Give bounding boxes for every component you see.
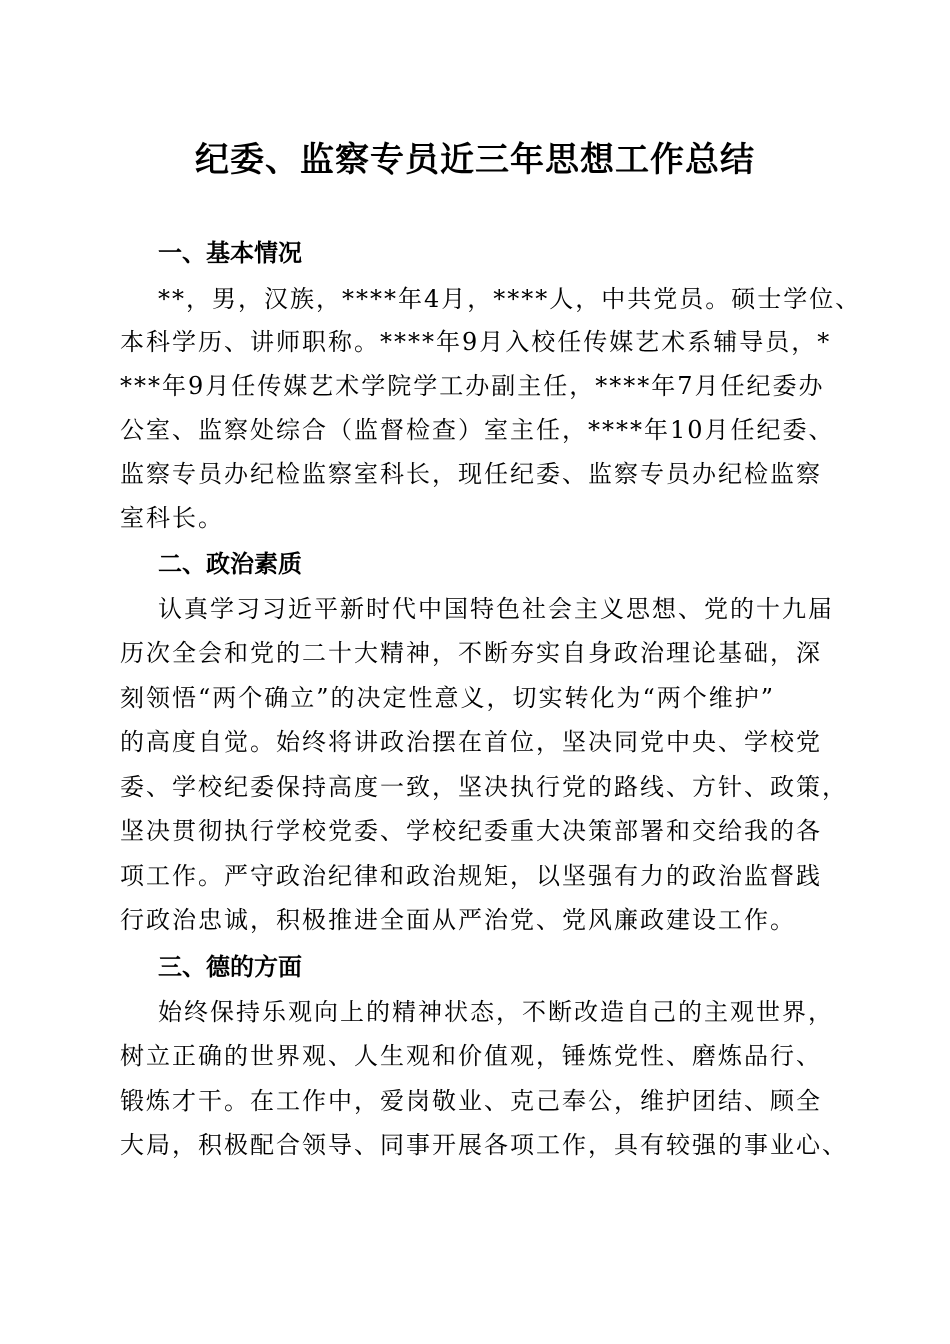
section-heading-political: 二、政治素质 xyxy=(158,550,302,578)
paragraph-line: ***年9月任传媒艺术学院学工办副主任，****年7月任纪委办 xyxy=(120,372,825,400)
paragraph-line: 树立正确的世界观、人生观和价值观，锤炼党性、磨炼品行、 xyxy=(120,1042,822,1070)
paragraph-line: 监察专员办纪检监察室科长，现任纪委、监察专员办纪检监察 xyxy=(120,460,822,488)
paragraph-line: 历次全会和党的二十大精神，不断夯实自身政治理论基础，深 xyxy=(120,639,822,667)
paragraph-line: 室科长。 xyxy=(120,504,224,532)
paragraph-line: 公室、监察处综合（监督检查）室主任，****年10月任纪委、 xyxy=(120,416,835,444)
paragraph-line: 刻领悟“两个确立”的决定性意义，切实转化为“两个维护” xyxy=(120,684,776,712)
paragraph-line: **，男，汉族，****年4月，****人，中共党员。硕士学位、 xyxy=(158,285,862,313)
paragraph-line: 的高度自觉。始终将讲政治摆在首位，坚决同党中央、学校党 xyxy=(120,728,822,756)
paragraph-line: 委、学校纪委保持高度一致，坚决执行党的路线、方针、政策， xyxy=(120,773,848,801)
paragraph-line: 锻炼才干。在工作中，爱岗敬业、克己奉公，维护团结、顾全 xyxy=(120,1087,822,1115)
paragraph-line: 坚决贯彻执行学校党委、学校纪委重大决策部署和交给我的各 xyxy=(120,817,822,845)
section-heading-morality: 三、德的方面 xyxy=(158,953,302,981)
section-heading-basic-info: 一、基本情况 xyxy=(158,239,302,267)
paragraph-line: 大局，积极配合领导、同事开展各项工作，具有较强的事业心、 xyxy=(120,1131,848,1159)
document-title: 纪委、监察专员近三年思想工作总结 xyxy=(195,140,755,180)
paragraph-line: 本科学历、讲师职称。****年9月入校任传媒艺术系辅导员，* xyxy=(120,328,832,356)
paragraph-line: 行政治忠诚，积极推进全面从严治党、党风廉政建设工作。 xyxy=(120,906,796,934)
paragraph-line: 项工作。严守政治纪律和政治规矩，以坚强有力的政治监督践 xyxy=(120,862,822,890)
paragraph-line: 认真学习习近平新时代中国特色社会主义思想、党的十九届 xyxy=(158,595,834,623)
paragraph-line: 始终保持乐观向上的精神状态，不断改造自己的主观世界， xyxy=(158,998,834,1026)
